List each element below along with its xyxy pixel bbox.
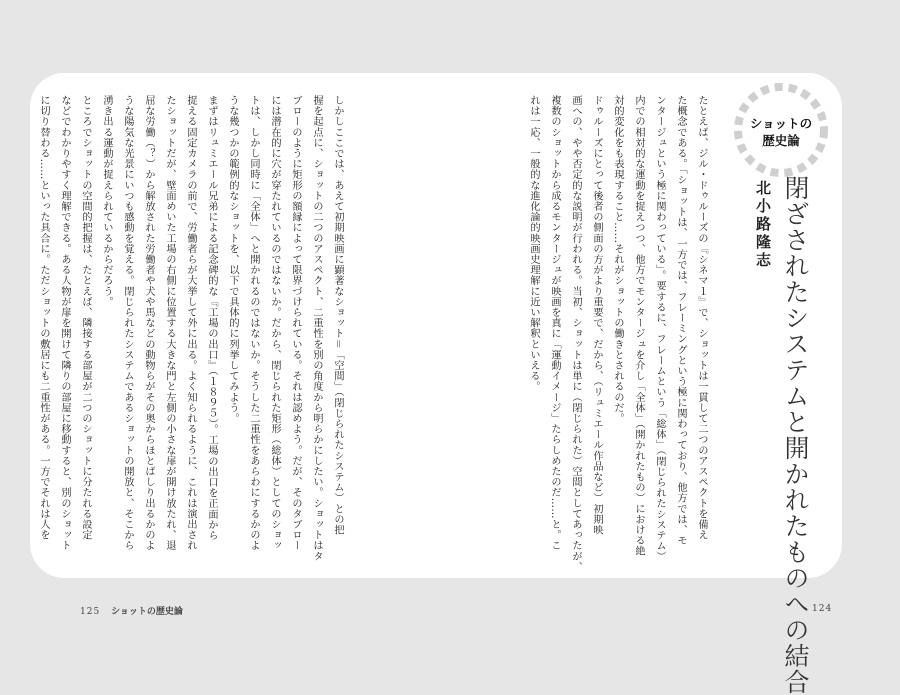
body-line: 屈な労働（？）から解放された労働者や犬や馬などの動物らがその奥からほとばしり出るかのよ xyxy=(143,95,154,551)
body-line: まずはリュミエール兄弟による記念碑的な『工場の出口』（１８９５）。工場の出口を正面から xyxy=(206,95,217,541)
running-section-title: ショットの歴史論 xyxy=(111,607,183,617)
section-label-line1: ショットの xyxy=(749,116,813,131)
body-line: ドゥルーズにとって後者の側面の方がより重要で、だから、（リュミエール作品など）初期映 xyxy=(591,95,602,536)
body-line: たショットだが、壁面めいた工場の右側に位置する大きな門と左側の小さな扉が開け放たれ、退 xyxy=(164,95,175,551)
article-title: 閉ざされたシステムと開かれたものへの結合 xyxy=(781,175,810,695)
body-line: には潜在的に穴が穿たれているのではないか。だから、閉じられた矩形（総体）としてのショッ xyxy=(269,95,280,551)
body-line: ブローのように矩形の額縁によって限界づけられている。それは認めよう。だが、そのタブロー xyxy=(290,95,301,551)
page-number-right: 124 xyxy=(812,604,833,614)
body-line: 湧き出る運動が捉えられているからだろう。 xyxy=(101,95,112,307)
body-line: うな幾つかの範例的なショットを、以下で具体的に列挙してみよう。 xyxy=(227,95,238,424)
body-line: 捉える固定カメラの前で、労働者らが大挙して外に出る。よく知られるように、これは演出され xyxy=(185,95,196,551)
body-line: 複数のショットから成るモンタージュが映画を真に「運動イメージ」たらしめたのだ……と。こ xyxy=(549,95,560,551)
section-badge xyxy=(731,80,831,180)
right-page-body xyxy=(528,95,712,572)
body-line: ところでショットの空間的把握は、たとえば、隣接する部屋が二つのショットに分たれる設定 xyxy=(80,95,91,541)
body-line: トは、しかし同時に「全体」へと開かれるのではないか。そうした二重性をあらわにするかのよ xyxy=(248,95,259,551)
body-line: しかしここでは、あえて初期映画に顕著なショット＝「空間」（閉じられたシステム）との把 xyxy=(332,95,343,536)
page-number-left: 125 xyxy=(80,607,101,617)
footer-left xyxy=(80,604,183,617)
body-line: ンタージュという極に関わっている」。要するに、フレームという「総体」（閉じられたシステム） xyxy=(654,95,665,562)
body-line: れは一応、一般的な進化論的映画史理解に近い解釈といえる。 xyxy=(528,95,539,392)
section-label xyxy=(731,115,831,149)
body-line: うな陽気な光景にいつも感動を覚える。閉じられたシステムであるショットの開放と、そこから xyxy=(122,95,133,551)
body-line: 内での相対的な運動を捉えつつ、他方でモンタージュを介し「全体」（開かれたもの）における絶 xyxy=(633,95,644,557)
author-name: 北小路隆志 xyxy=(754,180,772,270)
section-label-line2: 歴史論 xyxy=(762,133,800,148)
body-line: などでわかりやすく理解できる。ある人物が扉を開けて隣りの部屋に移動すると、別のショット xyxy=(59,95,70,551)
left-page-body xyxy=(38,95,348,562)
body-line: 握を起点に、ショットの二つのアスペクト、二重性を別の角度から明らかにしたい。ショットはタ xyxy=(311,95,322,562)
body-line: 画への、やや否定的な説明が行われる。当初、ショットは単に（閉じられた）空間としてあったが、 xyxy=(570,95,581,572)
body-line: 対的変化をも表現すること……それがショットの働きとされるのだ。 xyxy=(612,95,623,424)
body-line: に切り替わる……といった具合に。ただショットの敷居にも二重性がある。一方でそれは人を xyxy=(38,95,49,541)
body-line: た概念である。「ショットは、一方では、フレーミングという極に関わっており、他方では、モ xyxy=(675,95,686,546)
body-line: たとえば、ジル・ドゥルーズの『シネマ１』で、ショットは一貫して二つのアスペクトを備え xyxy=(696,95,707,541)
